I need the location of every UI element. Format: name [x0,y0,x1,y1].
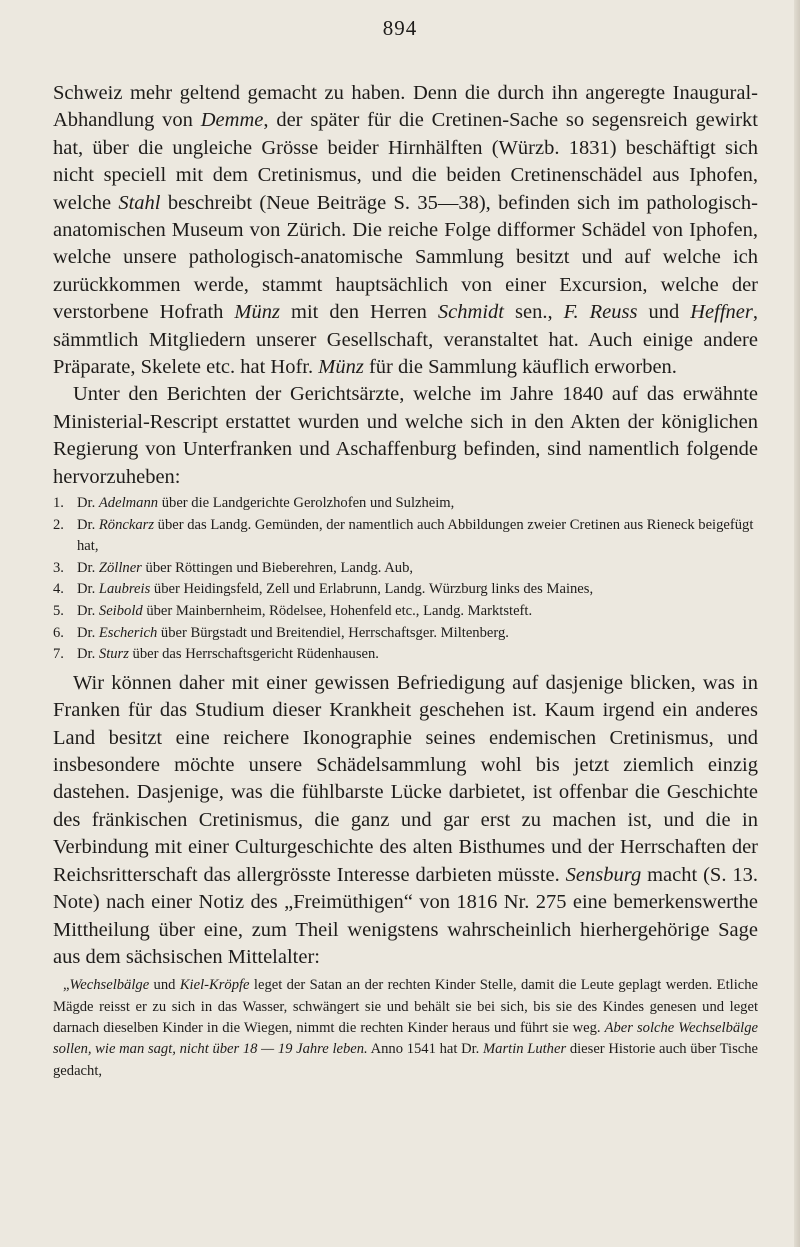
italic-name: Adelmann [98,495,159,512]
text-run: Dr. [77,603,99,620]
text-run: , sämmtlich Mitgliedern unserer Gesellschaft, veranstaltet hat. Auch einige andere Präparate, Skelete etc. hat Hofr. [53,301,758,379]
text-run: Dr. [77,646,99,663]
text-run: Dr. [77,581,99,598]
italic-name: Wechselbälge [69,977,150,994]
list-number: 7. [53,646,64,663]
italic-name: Escherich [98,624,158,641]
report-list-item [53,558,758,580]
italic-name: Stahl [118,191,161,214]
text-run: und [637,301,691,324]
italic-name: Kiel-Kröpfe [179,977,250,994]
list-number: 2. [53,516,64,533]
report-list-item [53,623,758,645]
text-run: Dr. [77,516,99,533]
text-run: Dr. [77,559,99,576]
text-run: Schweiz mehr geltend gemacht zu haben. Denn die durch ihn angeregte Inaugural-Abhandlung von [53,82,758,132]
italic-name: Sensburg [565,863,642,886]
text-run: für die Sammlung käuflich erworben. [363,356,677,379]
report-list [53,493,758,666]
italic-name: Sturz [98,646,129,663]
quote-changelings [53,975,758,1081]
list-number: 4. [53,581,64,598]
italic-name: F. Reuss [563,301,638,324]
text-run: Wir können daher mit einer gewissen Befriedigung auf dasjenige blicken, was in Franken für das Studium dieser Krankheit geschehen ist. Kaum irgend ein anderes Land besitzt eine reichere Ikonographie seines endemischen Cretinismus, und insbesondere möchte unsere Schädelsammlung wohl bis jetzt ziemlich einzig dastehen. Dasjenige, was die fühlbarste Lücke darbietet, ist offenbar die Geschichte des fränkischen Cretinismus, die ganz und gar erst zu machen ist, und die in Verbindung mit einer Culturgeschichte des alten Bisthumes und der Herrschaften der Reichsritterschaft das allergrösste Interesse darbieten müsste. [53,671,758,886]
list-entry [77,515,758,558]
list-number: 6. [53,624,64,641]
page-edge-shadow [794,0,800,1247]
list-entry [77,601,758,623]
text-run: „ [63,977,70,994]
text-run: leget der Satan an der rechten Kinder Stelle, damit die Leute geplagt werden. Etliche Mägde reisst er zu sich in das Wasser, schwängert sie und behält sie bei sich, bis sie des Kindes genesen und leget darnach dieselben Kinder in die Wiegen, nimmt die rechten Kinder heraus und führt sie weg. [53,977,758,1036]
text-run: und [149,977,180,994]
italic-name: Demme [200,109,264,132]
text-run: Dr. [77,624,99,641]
italic-name: Münz [318,356,364,379]
italic-name: Rönckarz [98,516,155,533]
list-number: 3. [53,559,64,576]
paragraph-museum-collection [53,80,758,381]
report-list-item [53,579,758,601]
text-run: Anno 1541 hat Dr. [367,1041,483,1058]
italic-name: Seibold [98,603,143,620]
list-entry [77,623,758,645]
report-list-item [53,493,758,515]
list-entry [77,558,758,580]
page-number: 894 [382,16,418,40]
text-run: dieser Historie auch über Tische gedacht, [53,1041,758,1079]
report-list-item [53,515,758,558]
list-entry [77,644,758,666]
list-entry [77,493,758,515]
list-entry [77,579,758,601]
report-list-item [53,601,758,623]
italic-name: Martin Luther [483,1041,567,1058]
text-run: Unter den Berichten der Gerichtsärzte, welche im Jahre 1840 auf das erwähnte Ministerial-Rescript erstattet wurden und welche sich in den Akten der königlichen Regierung von Unterfranken und Aschaffenburg befinden, sind namentlich folgende hervorzuheben: [53,383,758,488]
text-run: beschreibt (Neue Beiträge S. 35—38), befinden sich im pathologisch-anatomischen Museum von Zürich. Die reiche Folge difformer Schädel von Iphofen, welche unsere pathologisch-anatomische Sammlung besitzt und auf welche ich zurückkommen werde, stammt hauptsächlich von einer Excursion, welche der verstorbene Hofrath [53,191,758,324]
text-run: Dr. [77,495,99,512]
text-run: über Heidingsfeld, Zell und Erlabrunn, Landg. Würzburg links des Maines, [150,581,594,598]
paragraph-franconian-cretinism [53,670,758,971]
italic-name: Münz [234,301,280,324]
italic-name: Aber solche Wechselbälge sollen, wie man sagt, nicht über 18 — 19 Jahre leben. [53,1019,758,1058]
text-run: sen., [503,301,564,324]
report-list-item [53,644,758,666]
text-run: über Mainbernheim, Rödelsee, Hohenfeld etc., Landg. Marktsteft. [142,603,533,620]
paragraph-court-reports [53,381,758,491]
italic-name: Schmidt [437,301,504,324]
text-run: über das Herrschaftsgericht Rüdenhausen. [128,646,379,663]
text-run: über die Landgerichte Gerolzhofen und Sulzheim, [158,495,455,512]
italic-name: Zöllner [98,559,142,576]
text-run: über Röttingen und Bieberehren, Landg. Aub, [141,559,414,576]
text-run: mit den Herren [279,301,438,324]
italic-name: Heffner [690,301,753,324]
text-run: über Bürgstadt und Breitendiel, Herrschaftsger. Miltenberg. [157,624,509,641]
list-number: 5. [53,603,64,620]
text-run: über das Landg. Gemünden, der namentlich auch Abbildungen zweier Cretinen aus Rieneck beigefügt hat, [77,516,754,555]
text-run: , der später für die Cretinen-Sache so segensreich gewirkt hat, über die ungleiche Grösse beider Hirnhälften (Würzb. 1831) beschäftigt sich nicht speciell mit dem Cretinismus, und die beiden Cretinenschädel aus Iphofen, welche [53,109,758,214]
list-number: 1. [53,495,64,512]
italic-name: Laubreis [98,581,151,598]
text-run: macht (S. 13. Note) nach einer Notiz des „Freimüthigen“ von 1816 Nr. 275 eine bemerkenswerthe Mittheilung über eine, zum Theil wenigstens wahrscheinlich hierhergehörige Sage aus dem sächsischen Mittelalter: [53,863,758,968]
text-body [53,80,758,1082]
